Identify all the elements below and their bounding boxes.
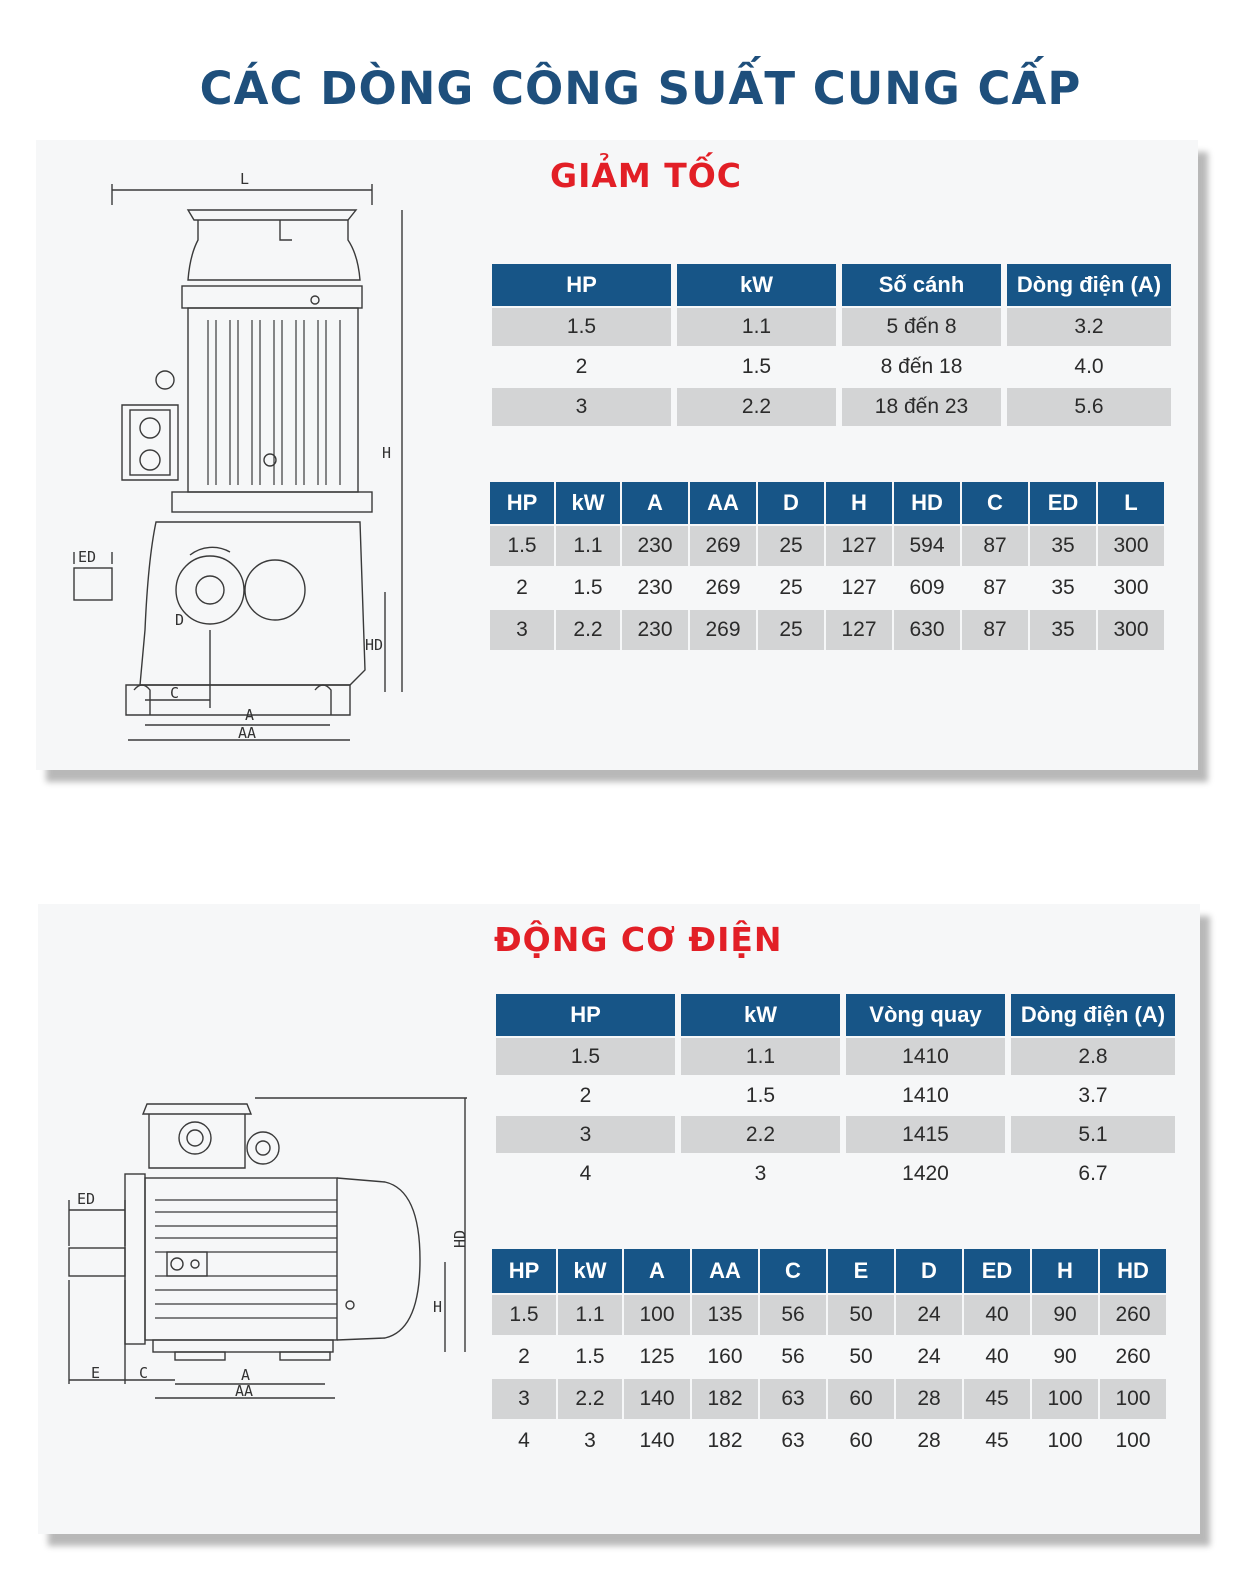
table-cell: 3 (496, 1116, 675, 1153)
svg-text:HD: HD (451, 1229, 469, 1248)
svg-text:L: L (240, 170, 250, 188)
table-cell: 3 (584, 1429, 596, 1452)
table-cell: 182 (707, 1429, 743, 1452)
table-cell: 100 (1115, 1429, 1151, 1452)
table-cell: 28 (917, 1429, 941, 1452)
table-cell: 125 (639, 1345, 675, 1368)
table-cell: 230 (622, 526, 688, 566)
table-cell: 127 (841, 576, 877, 599)
table-cell: 260 (1115, 1345, 1151, 1368)
table-cell: 269 (690, 610, 756, 650)
table-row (496, 1038, 1175, 1075)
table-cell: 260 (1100, 1295, 1166, 1335)
table-cell: 45 (985, 1429, 1009, 1452)
gearbox-dimension-table (488, 480, 1166, 652)
motor-dim-header: HD (1100, 1249, 1166, 1293)
svg-text:AA: AA (235, 1382, 254, 1400)
table-cell: 2 (516, 576, 528, 599)
svg-text:AA: AA (238, 724, 257, 742)
gearbox-dim-header: HD (894, 482, 960, 524)
table-cell: 135 (692, 1295, 758, 1335)
svg-text:ED: ED (77, 1190, 96, 1208)
svg-text:H: H (382, 444, 392, 462)
table-row (492, 308, 1171, 346)
table-cell: 1.1 (677, 308, 836, 346)
table-row (492, 1379, 1166, 1419)
table-row (496, 1077, 1175, 1114)
table-cell: 127 (826, 610, 892, 650)
table-cell: 24 (896, 1295, 962, 1335)
motor-spec-header: Vòng quay (846, 994, 1005, 1036)
table-cell: 56 (760, 1295, 826, 1335)
table-cell: 100 (624, 1295, 690, 1335)
gearbox-spec-header: Số cánh (842, 264, 1001, 306)
gearbox-spec-table (486, 262, 1177, 428)
table-cell: 100 (1047, 1429, 1083, 1452)
table-cell: 1.5 (573, 576, 603, 599)
table-cell: 18 đến 23 (842, 388, 1001, 426)
svg-text:A: A (241, 1366, 251, 1384)
table-cell: 25 (758, 610, 824, 650)
table-row (490, 526, 1164, 566)
page-title: CÁC DÒNG CÔNG SUẤT CUNG CẤP (199, 62, 1082, 115)
table-cell: 630 (894, 610, 960, 650)
motor-dim-header: AA (692, 1249, 758, 1293)
table-row (490, 610, 1164, 650)
table-cell: 300 (1098, 610, 1164, 650)
table-cell: 2.2 (681, 1116, 840, 1153)
table-cell: 87 (962, 610, 1028, 650)
motor-drawing (55, 1090, 475, 1410)
table-cell: 90 (1032, 1295, 1098, 1335)
table-cell: 140 (639, 1429, 675, 1452)
table-cell: 4 (579, 1161, 592, 1185)
table-cell: 25 (758, 526, 824, 566)
motor-dim-header: kW (558, 1249, 622, 1293)
motor-spec-header: kW (681, 994, 840, 1036)
table-cell: 28 (896, 1379, 962, 1419)
motor-dim-header: A (624, 1249, 690, 1293)
gearbox-spec-header: Dòng điện (A) (1007, 264, 1171, 306)
gearbox-dim-header: ED (1030, 482, 1096, 524)
motor-dimension-table (490, 1247, 1168, 1463)
gearbox-dim-header: kW (556, 482, 620, 524)
table-cell: 50 (828, 1295, 894, 1335)
svg-text:HD: HD (365, 636, 384, 654)
table-row (492, 1295, 1166, 1335)
motor-spec-header: Dòng điện (A) (1011, 994, 1175, 1036)
table-cell: 4.0 (1074, 355, 1104, 378)
table-cell: 25 (779, 576, 803, 599)
gearbox-dim-header: A (622, 482, 688, 524)
table-cell: 3.2 (1007, 308, 1171, 346)
table-cell: 100 (1032, 1379, 1098, 1419)
motor-spec-header: HP (496, 994, 675, 1036)
table-cell: 300 (1113, 576, 1149, 599)
table-row (492, 1421, 1166, 1461)
table-row (492, 1337, 1166, 1377)
table-cell: 269 (690, 526, 756, 566)
table-cell: 35 (1030, 526, 1096, 566)
table-cell: 609 (909, 576, 945, 599)
table-cell: 230 (637, 576, 673, 599)
gearbox-dim-header: L (1098, 482, 1164, 524)
table-cell: 4 (518, 1429, 530, 1452)
gearbox-drawing (60, 160, 420, 750)
gearbox-section-title: GIẢM TỐC (550, 156, 743, 195)
motor-dim-header: D (896, 1249, 962, 1293)
table-cell: 3 (492, 1379, 556, 1419)
table-cell: 40 (964, 1295, 1030, 1335)
table-row (492, 348, 1171, 386)
table-cell: 90 (1053, 1345, 1077, 1368)
gearbox-dim-header: D (758, 482, 824, 524)
motor-spec-table (490, 992, 1181, 1194)
table-cell: 24 (917, 1345, 941, 1368)
table-cell: 1.5 (490, 526, 554, 566)
table-cell: 8 đến 18 (880, 355, 963, 378)
gearbox-dim-header: AA (690, 482, 756, 524)
table-cell: 1.5 (492, 308, 671, 346)
table-cell: 1.1 (556, 526, 620, 566)
svg-text:C: C (139, 1364, 149, 1382)
table-cell: 182 (692, 1379, 758, 1419)
table-cell: 1.5 (745, 1083, 776, 1107)
table-row (496, 1155, 1175, 1192)
table-cell: 2 (575, 355, 588, 378)
table-cell: 5.6 (1007, 388, 1171, 426)
table-cell: 5.1 (1011, 1116, 1175, 1153)
svg-text:ED: ED (78, 548, 97, 566)
table-cell: 3 (492, 388, 671, 426)
svg-text:E: E (91, 1364, 101, 1382)
table-cell: 40 (985, 1345, 1009, 1368)
table-cell: 35 (1030, 610, 1096, 650)
svg-text:H: H (433, 1298, 443, 1316)
table-cell: 2.2 (677, 388, 836, 426)
table-cell: 1.5 (496, 1038, 675, 1075)
svg-text:C: C (170, 684, 180, 702)
table-cell: 2.2 (558, 1379, 622, 1419)
table-cell: 50 (849, 1345, 873, 1368)
table-cell: 1.5 (575, 1345, 605, 1368)
table-cell: 1415 (846, 1116, 1005, 1153)
table-row (490, 568, 1164, 608)
table-cell: 1.5 (492, 1295, 556, 1335)
gearbox-spec-header: HP (492, 264, 671, 306)
motor-dim-header: E (828, 1249, 894, 1293)
table-cell: 60 (828, 1379, 894, 1419)
table-cell: 100 (1100, 1379, 1166, 1419)
table-cell: 6.7 (1078, 1161, 1108, 1185)
table-cell: 127 (826, 526, 892, 566)
table-cell: 2 (579, 1083, 592, 1107)
table-cell: 35 (1051, 576, 1075, 599)
table-cell: 1410 (846, 1038, 1005, 1075)
table-cell: 87 (983, 576, 1007, 599)
table-cell: 230 (622, 610, 688, 650)
table-cell: 140 (624, 1379, 690, 1419)
table-cell: 1.1 (681, 1038, 840, 1075)
gearbox-dim-header: C (962, 482, 1028, 524)
gearbox-spec-header: kW (677, 264, 836, 306)
table-cell: 1.5 (741, 355, 772, 378)
motor-dim-header: H (1032, 1249, 1098, 1293)
table-cell: 45 (964, 1379, 1030, 1419)
table-cell: 300 (1098, 526, 1164, 566)
table-cell: 1.1 (558, 1295, 622, 1335)
table-cell: 87 (962, 526, 1028, 566)
table-cell: 160 (707, 1345, 743, 1368)
gearbox-dim-header: HP (490, 482, 554, 524)
table-cell: 63 (760, 1379, 826, 1419)
table-cell: 2.2 (556, 610, 620, 650)
motor-dim-header: C (760, 1249, 826, 1293)
table-cell: 269 (705, 576, 741, 599)
motor-dim-header: HP (492, 1249, 556, 1293)
table-cell: 1410 (902, 1083, 949, 1107)
svg-text:A: A (245, 706, 255, 724)
motor-section-title: ĐỘNG CƠ ĐIỆN (494, 920, 783, 959)
table-cell: 1420 (902, 1161, 949, 1185)
table-cell: 56 (781, 1345, 805, 1368)
table-cell: 594 (894, 526, 960, 566)
table-row (492, 388, 1171, 426)
table-cell: 3 (754, 1161, 767, 1185)
table-cell: 3.7 (1078, 1083, 1108, 1107)
table-cell: 60 (849, 1429, 873, 1452)
table-cell: 2 (518, 1345, 530, 1368)
motor-dim-header: ED (964, 1249, 1030, 1293)
table-cell: 2.8 (1011, 1038, 1175, 1075)
svg-text:D: D (175, 611, 185, 629)
table-row (496, 1116, 1175, 1153)
gearbox-dim-header: H (826, 482, 892, 524)
table-cell: 5 đến 8 (842, 308, 1001, 346)
table-cell: 63 (781, 1429, 805, 1452)
table-cell: 3 (490, 610, 554, 650)
